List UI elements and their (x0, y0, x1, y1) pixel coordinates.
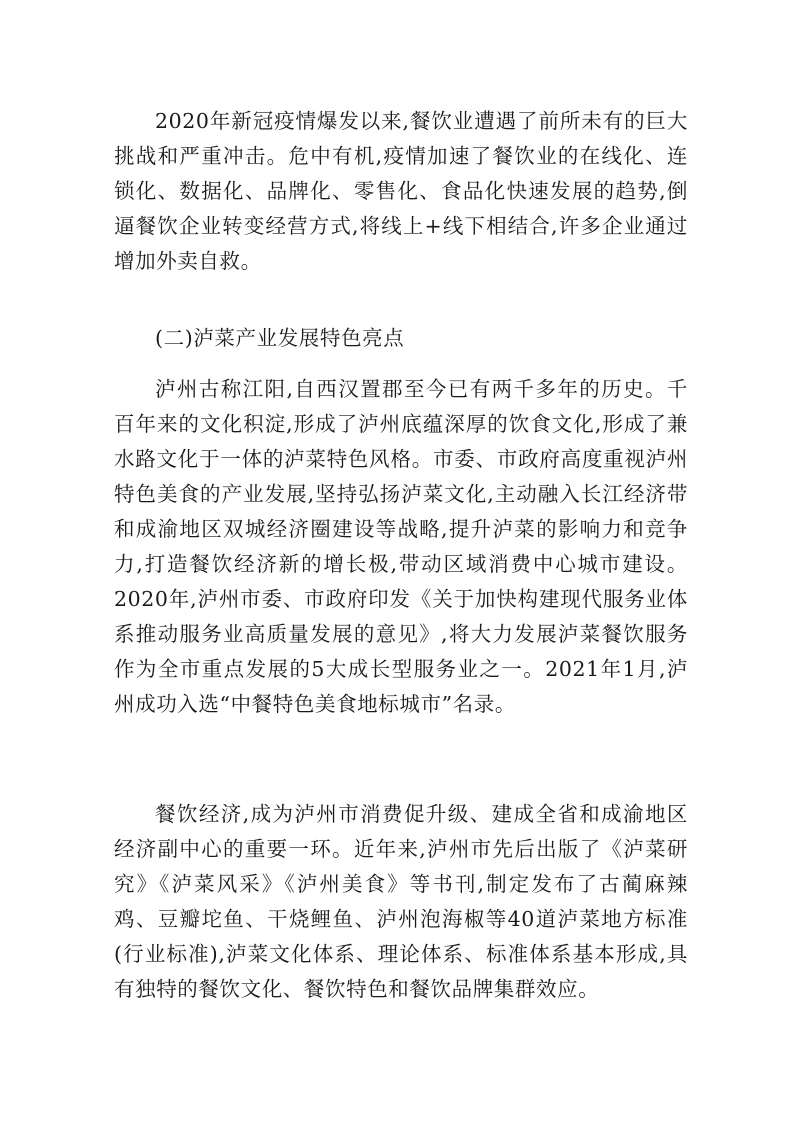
paragraph-covid-impact: 2020年新冠疫情爆发以来,餐饮业遭遇了前所未有的巨大挑战和严重冲击。危中有机,疫情加速了餐饮业的在线化、连锁化、数据化、品牌化、零售化、食品化快速发展的趋势,倒逼餐饮企业转变经营方式,将线上+线下相结合,许多企业通过增加外卖自救。 (114, 109, 688, 273)
paragraph-catering-economy: 餐饮经济,成为泸州市消费促升级、建成全省和成渝地区经济副中心的重要一环。近年来,泸州市先后出版了《泸菜研究》《泸菜风采》《泸州美食》等书刊,制定发布了古蔺麻辣鸡、豆瓣坨鱼、干烧鲤鱼、泸州泡海椒等40道泸菜地方标准(行业标准),泸菜文化体系、理论体系、标准体系基本形成,具有独特的餐饮文化、餐饮特色和餐饮品牌集群效应。 (114, 802, 688, 1001)
paragraph-luzhou-history: 泸州古称江阳,自西汉置郡至今已有两千多年的历史。千百年来的文化积淀,形成了泸州底蕴深厚的饮食文化,形成了兼水路文化于一体的泸菜特色风格。市委、市政府高度重视泸州特色美食的产业发展,坚持弘扬泸菜文化,主动融入长江经济带和成渝地区双城经济圈建设等战略,提升泸菜的影响力和竞争力,打造餐饮经济新的增长极,带动区域消费中心城市建设。2020年,泸州市委、市政府印发《关于加快构建现代服务业体系推动服务业高质量发展的意见》,将大力发展泸菜餐饮服务作为全市重点发展的5大成长型服务业之一。2021年1月,泸州成功入选“中餐特色美食地标城市”名录。 (114, 377, 688, 716)
section-heading: (二)泸菜产业发展特色亮点 (155, 326, 405, 350)
